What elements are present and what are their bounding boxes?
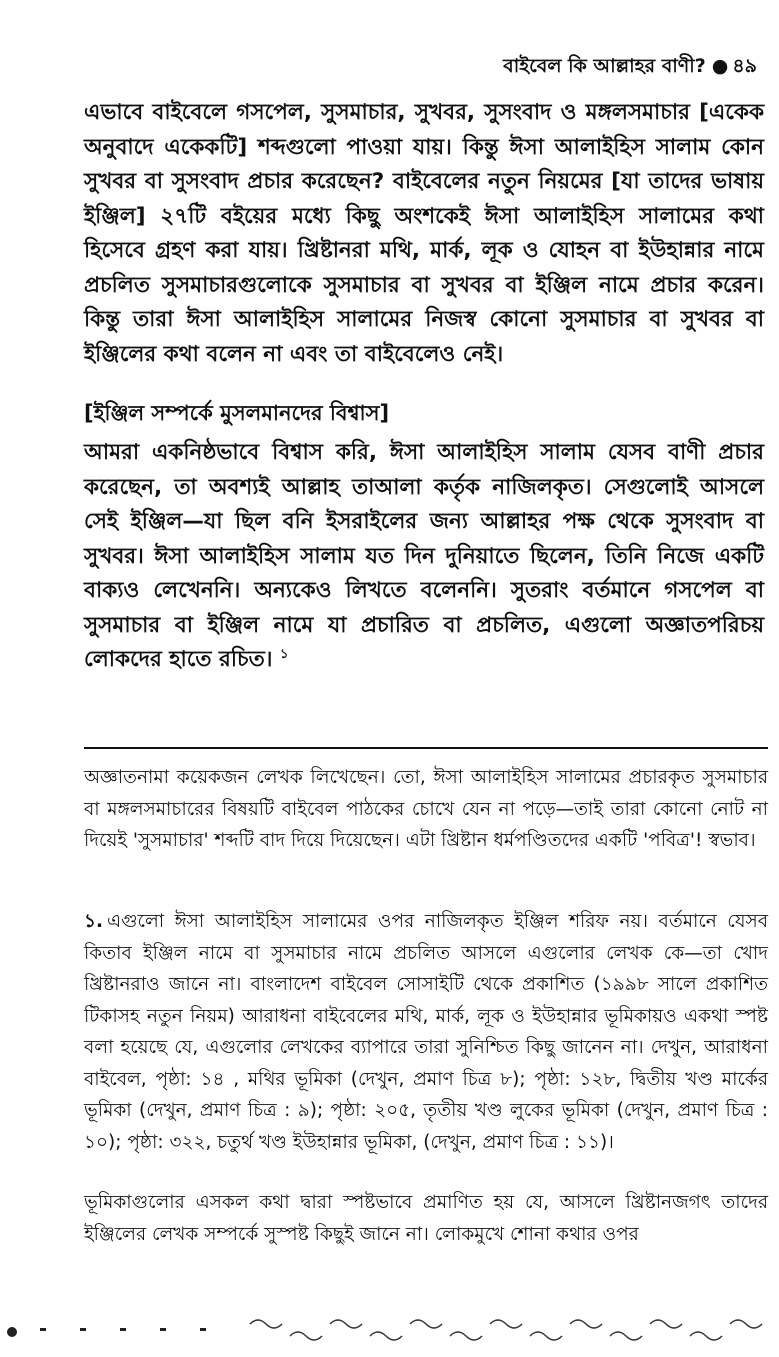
- paragraph-2-text: আমরা একনিষ্ঠভাবে বিশ্বাস করি, ঈসা আলাইহিস সালাম যেসব বাণী প্রচার করেছেন, তা অবশ্যই আল্লাহ তাআলা কর্তৃক নাজিলকৃত। সেগুলোই আসলে সেই ইঞ্জিল—যা ছিল বনি ইসরাইলের জন্য আল্লাহর পক্ষ থেকে সুসংবাদ বা সুখবর। ঈসা আলাইহিস সালাম যত দিন দুনিয়াতে ছিলেন, তিনি নিজে একটি বাক্যও লেখেননি। অন্যকেও লিখতে বলেননি। সুতরাং বর্তমানে গসপেল বা সুসমাচার বা ইঞ্জিল নামে যা প্রচারিত বা প্রচলিত, এগুলো অজ্ঞাতপরিচয় লোকদের হাতে রচিত।: [84, 440, 764, 672]
- ornament-flourishes: [250, 1320, 762, 1340]
- footnote-1-number: ১.: [84, 911, 104, 932]
- footnote-1-text: এগুলো ঈসা আলাইহিস সালামের ওপর নাজিলকৃত ইঞ্জিল শরিফ নয়। বর্তমানে যেসব কিতাব ইঞ্জিল নামে বা সুসমাচার নামে প্রচলিত আসলে এগুলোর লেখক কে—তা খোদ খ্রিষ্টানরাও জানে না। বাংলাদেশ বাইবেল সোসাইটি থেকে প্রকাশিত (১৯৯৮ সালে প্রকাশিত টিকাসহ নতুন নিয়ম) আরাধনা বাইবেলের মথি, মার্ক, লূক ও ইউহান্নার ভূমিকায়ও একথা স্পষ্ট বলা হয়েছে যে, এগুলোর লেখকের ব্যাপারে তারা সুনিশ্চিত কিছু জানেন না। দেখুন, আরাধনা বাইবেল, পৃষ্ঠা: ১৪ , মথির ভূমিকা (দেখুন, প্রমাণ চিত্র ৮); পৃষ্ঠা: ১২৮, দ্বিতীয় খণ্ড মার্কের ভূমিকা (দেখুন, প্রমাণ চিত্র : ৯); পৃষ্ঠা: ২০৫, তৃতীয় খণ্ড লুকের ভূমিকা (দেখুন, প্রমাণ চিত্র : ১০); পৃষ্ঠা: ৩২২, চতুর্থ খণ্ড ইউহান্নার ভূমিকা, (দেখুন, প্রমাণ চিত্র : ১১)।: [84, 911, 768, 1153]
- footnote-continuation: অজ্ঞাতনামা কয়েকজন লেখক লিখেছেন। তো, ঈসা আলাইহিস সালামের প্রচারকৃত সুসমাচার বা মঙ্গলসমাচারের বিষয়টি বাইবেল পাঠকের চোখে যেন না পড়ে—তাই তারা কোনো নোট না দিয়েই 'সুসমাচার' শব্দটি বাদ দিয়ে দিয়েছেন। এটা খ্রিষ্টান ধর্মপণ্ডিতদের একটি 'পবিত্র'! স্বভাব।: [84, 767, 768, 851]
- ornament-motifs: [7, 1327, 206, 1337]
- footnote-reference: ১: [279, 646, 289, 662]
- footnote-1-continued: ভূমিকাগুলোর এসকল কথা দ্বারা স্পষ্টভাবে প্রমাণিত হয় যে, আসলে খ্রিষ্টানজগৎ তাদের ইঞ্জিলের লেখক সম্পর্কে সুস্পষ্ট কিছুই জানে না। লোকমুখে শোনা কথার ওপর: [84, 1192, 768, 1245]
- paragraph-2: [84, 436, 764, 678]
- page-number: ৪৯: [732, 55, 757, 77]
- section-heading: [ইঞ্জিল সম্পর্কে মুসলমানদের বিশ্বাস]: [84, 401, 390, 425]
- footnote-1: [84, 906, 768, 1158]
- running-head-title: বাইবেল কি আল্লাহর বাণী?: [503, 55, 706, 77]
- running-head: [503, 52, 757, 84]
- decorative-border-icon: [0, 1310, 779, 1350]
- footnote-divider: [84, 747, 768, 749]
- paragraph-1: এভাবে বাইবেলে গসপেল, সুসমাচার, সুখবর, সুসংবাদ ও মঙ্গলসমাচার [একেক অনুবাদে একেকটি] শব্দগুলো পাওয়া যায়। কিন্তু ঈসা আলাইহিস সালাম কোন সুখবর বা সুসংবাদ প্রচার করেছেন? বাইবেলের নতুন নিয়মের [যা তাদের ভাষায় ইঞ্জিল] ২৭টি বইয়ের মধ্যে কিছু অংশকেই ঈসা আলাইহিস সালামের কথা হিসেবে গ্রহণ করা যায়। খ্রিষ্টানরা মথি, মার্ক, লূক ও যোহন বা ইউহান্নার নামে প্রচলিত সুসমাচারগুলোকে সুসমাচার বা সুখবর বা ইঞ্জিল নামে প্রচার করেন। কিন্তু তারা ঈসা আলাইহিস সালামের নিজস্ব কোনো সুসমাচার বা সুখবর বা ইঞ্জিলের কথা বলেন না এবং তা বাইবেলেও নেই।: [84, 100, 764, 367]
- bullet-icon: ●: [711, 55, 729, 77]
